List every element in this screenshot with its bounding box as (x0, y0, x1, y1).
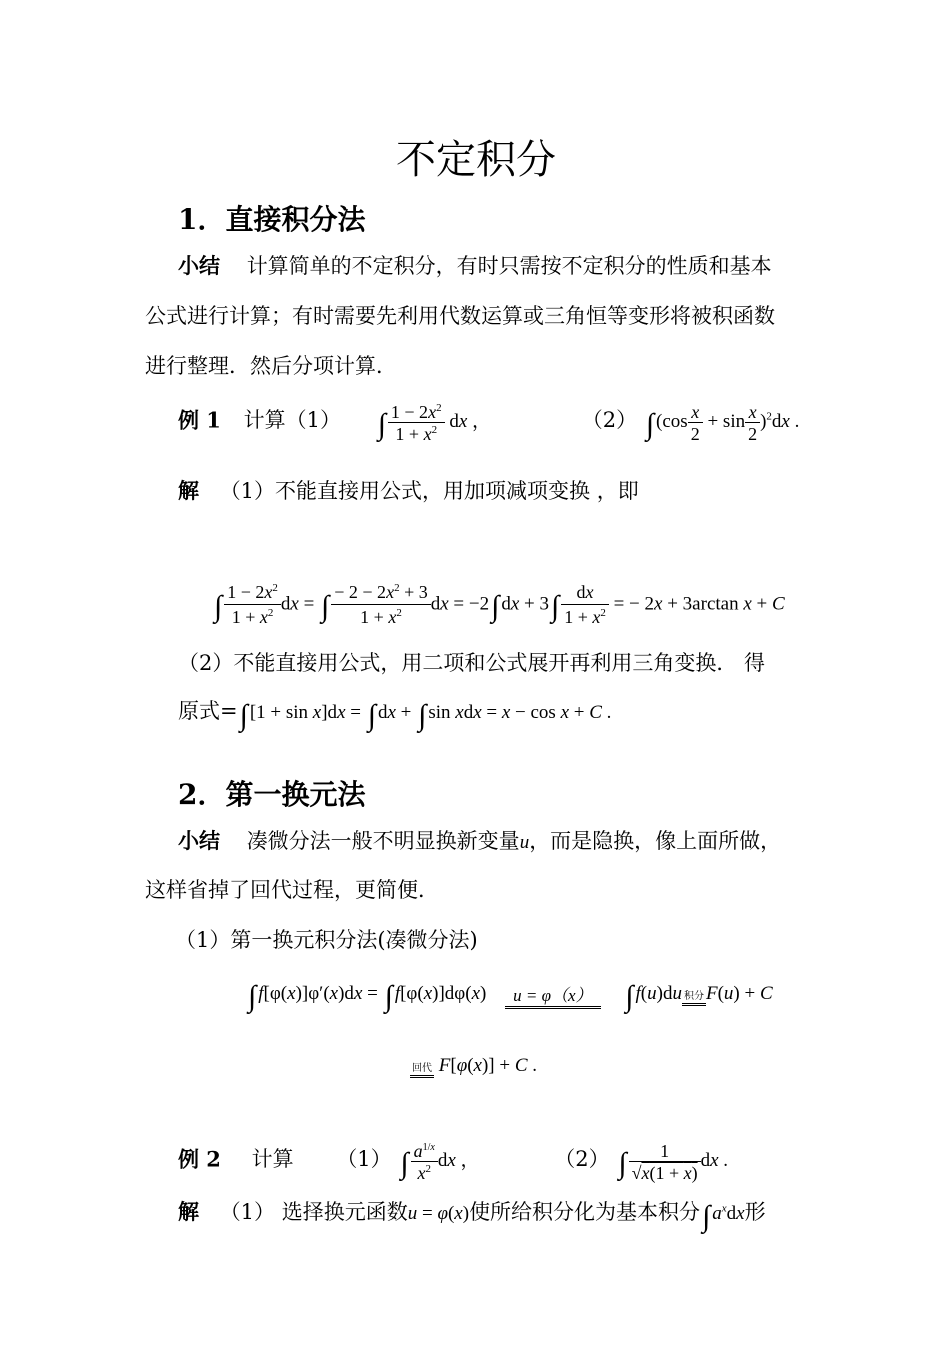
solution1-line3 (178, 701, 611, 731)
section1-summary-line1 (178, 255, 772, 277)
example2-formula2: ∫ $\frac{1}{√x(1 + x)}$ dx . (618, 1141, 729, 1183)
variable-u: u (519, 832, 530, 853)
summary-label: 小结 (178, 253, 220, 278)
example1-label: 例 1 (178, 407, 221, 433)
solution2-label: 解 (178, 1199, 199, 1224)
solution1-line3-formula: ∫ [1 + sin x]dx = ∫ dx + ∫ sin xdx = x − cos x + C . (239, 699, 612, 732)
page-title: 不定积分 (396, 137, 556, 183)
example2-part2: （2） (554, 1147, 610, 1172)
example2 (178, 1142, 728, 1182)
example2-label: 例 2 (178, 1146, 221, 1172)
example2-text: 计算 (251, 1147, 294, 1172)
summary2-text-b: ，而是隐换，像上面所做， (529, 829, 782, 853)
example2-formula1: ∫ $\frac{a^{1/x}}{x^2}$ dx ， (400, 1141, 485, 1183)
solution2-text-b: 使所给积分化为基本积分 (469, 1200, 701, 1224)
example1-text: 计算（1） (243, 408, 341, 433)
example1-part2: （2） (581, 408, 638, 433)
section2-heading: 2．第一换元法 (178, 778, 366, 811)
summary2-text-a: 凑微分法一般不明显换新变量 (246, 829, 520, 853)
solution1-label: 解 (178, 478, 199, 503)
solution2-text-a: （1） 选择换元函数 (219, 1200, 408, 1224)
section2-method: （1）第一换元积分法(凑微分法) (175, 928, 478, 952)
solution1-line2: （2）不能直接用公式，用二项和公式展开再利用三角变换． 得 (178, 651, 766, 675)
solution2-formula-u: u = φ(x) (407, 1203, 470, 1224)
summary2-label: 小结 (178, 828, 220, 853)
solution1-text: （1）不能直接用公式，用加项减项变换 ，即 (219, 479, 639, 503)
solution2-text-c: 形 (744, 1200, 766, 1224)
section1-summary-line2: 公式进行计算；有时需要先利用代数运算或三角恒等变形将被积函数 (145, 304, 775, 328)
solution1-formula: ∫ $\frac{1 - 2x^2}{1 + x^2}$ dx = ∫ $\frac{- 2 - 2x^2 + 3}{1 + x^2}$ dx = −2∫ dx + 3∫ $\frac{dx}{1 + x^2}$ = − 2x + 3arctan x + C (214, 582, 785, 627)
substitution-formula: ∫ f[φ(x)]φ′(x)dx = ∫ f[φ(x)]dφ(x) u = φ（x） ∫ f(u)du 积分 F(u) + C (248, 980, 773, 1013)
section2-summary-line1 (178, 830, 781, 852)
solution2-formula-base: ∫ $a^xdx$ (702, 1200, 745, 1233)
example1-formula2: ∫ (cos $\frac{x}{2}$ + sin $\frac{x}{2}$ )$^2$dx . (645, 402, 800, 444)
back-label: 回代 (410, 1063, 434, 1078)
solution1 (178, 480, 639, 502)
section1-heading: 1．直接积分法 (178, 203, 366, 236)
example1 (178, 403, 799, 443)
solution2 (178, 1201, 766, 1232)
substitution-label: u = φ（x） (505, 981, 600, 1009)
integral-label: 积分 (682, 991, 706, 1006)
back-substitution-formula: 回代 F[φ(x)] + C . (412, 1055, 538, 1076)
section2-summary-line2: 这样省掉了回代过程，更简便． (145, 878, 439, 902)
section1-summary-line3: 进行整理．然后分项计算． (145, 354, 397, 378)
solution1-line3-prefix: 原式= (178, 699, 238, 723)
summary-text: 计算简单的不定积分，有时只需按不定积分的性质和基本 (246, 254, 772, 278)
example1-formula1: ∫ $\frac{1 - 2x^2}{1 + x^2}$ dx ， (377, 402, 496, 444)
example2-part1: （1） (336, 1147, 392, 1172)
